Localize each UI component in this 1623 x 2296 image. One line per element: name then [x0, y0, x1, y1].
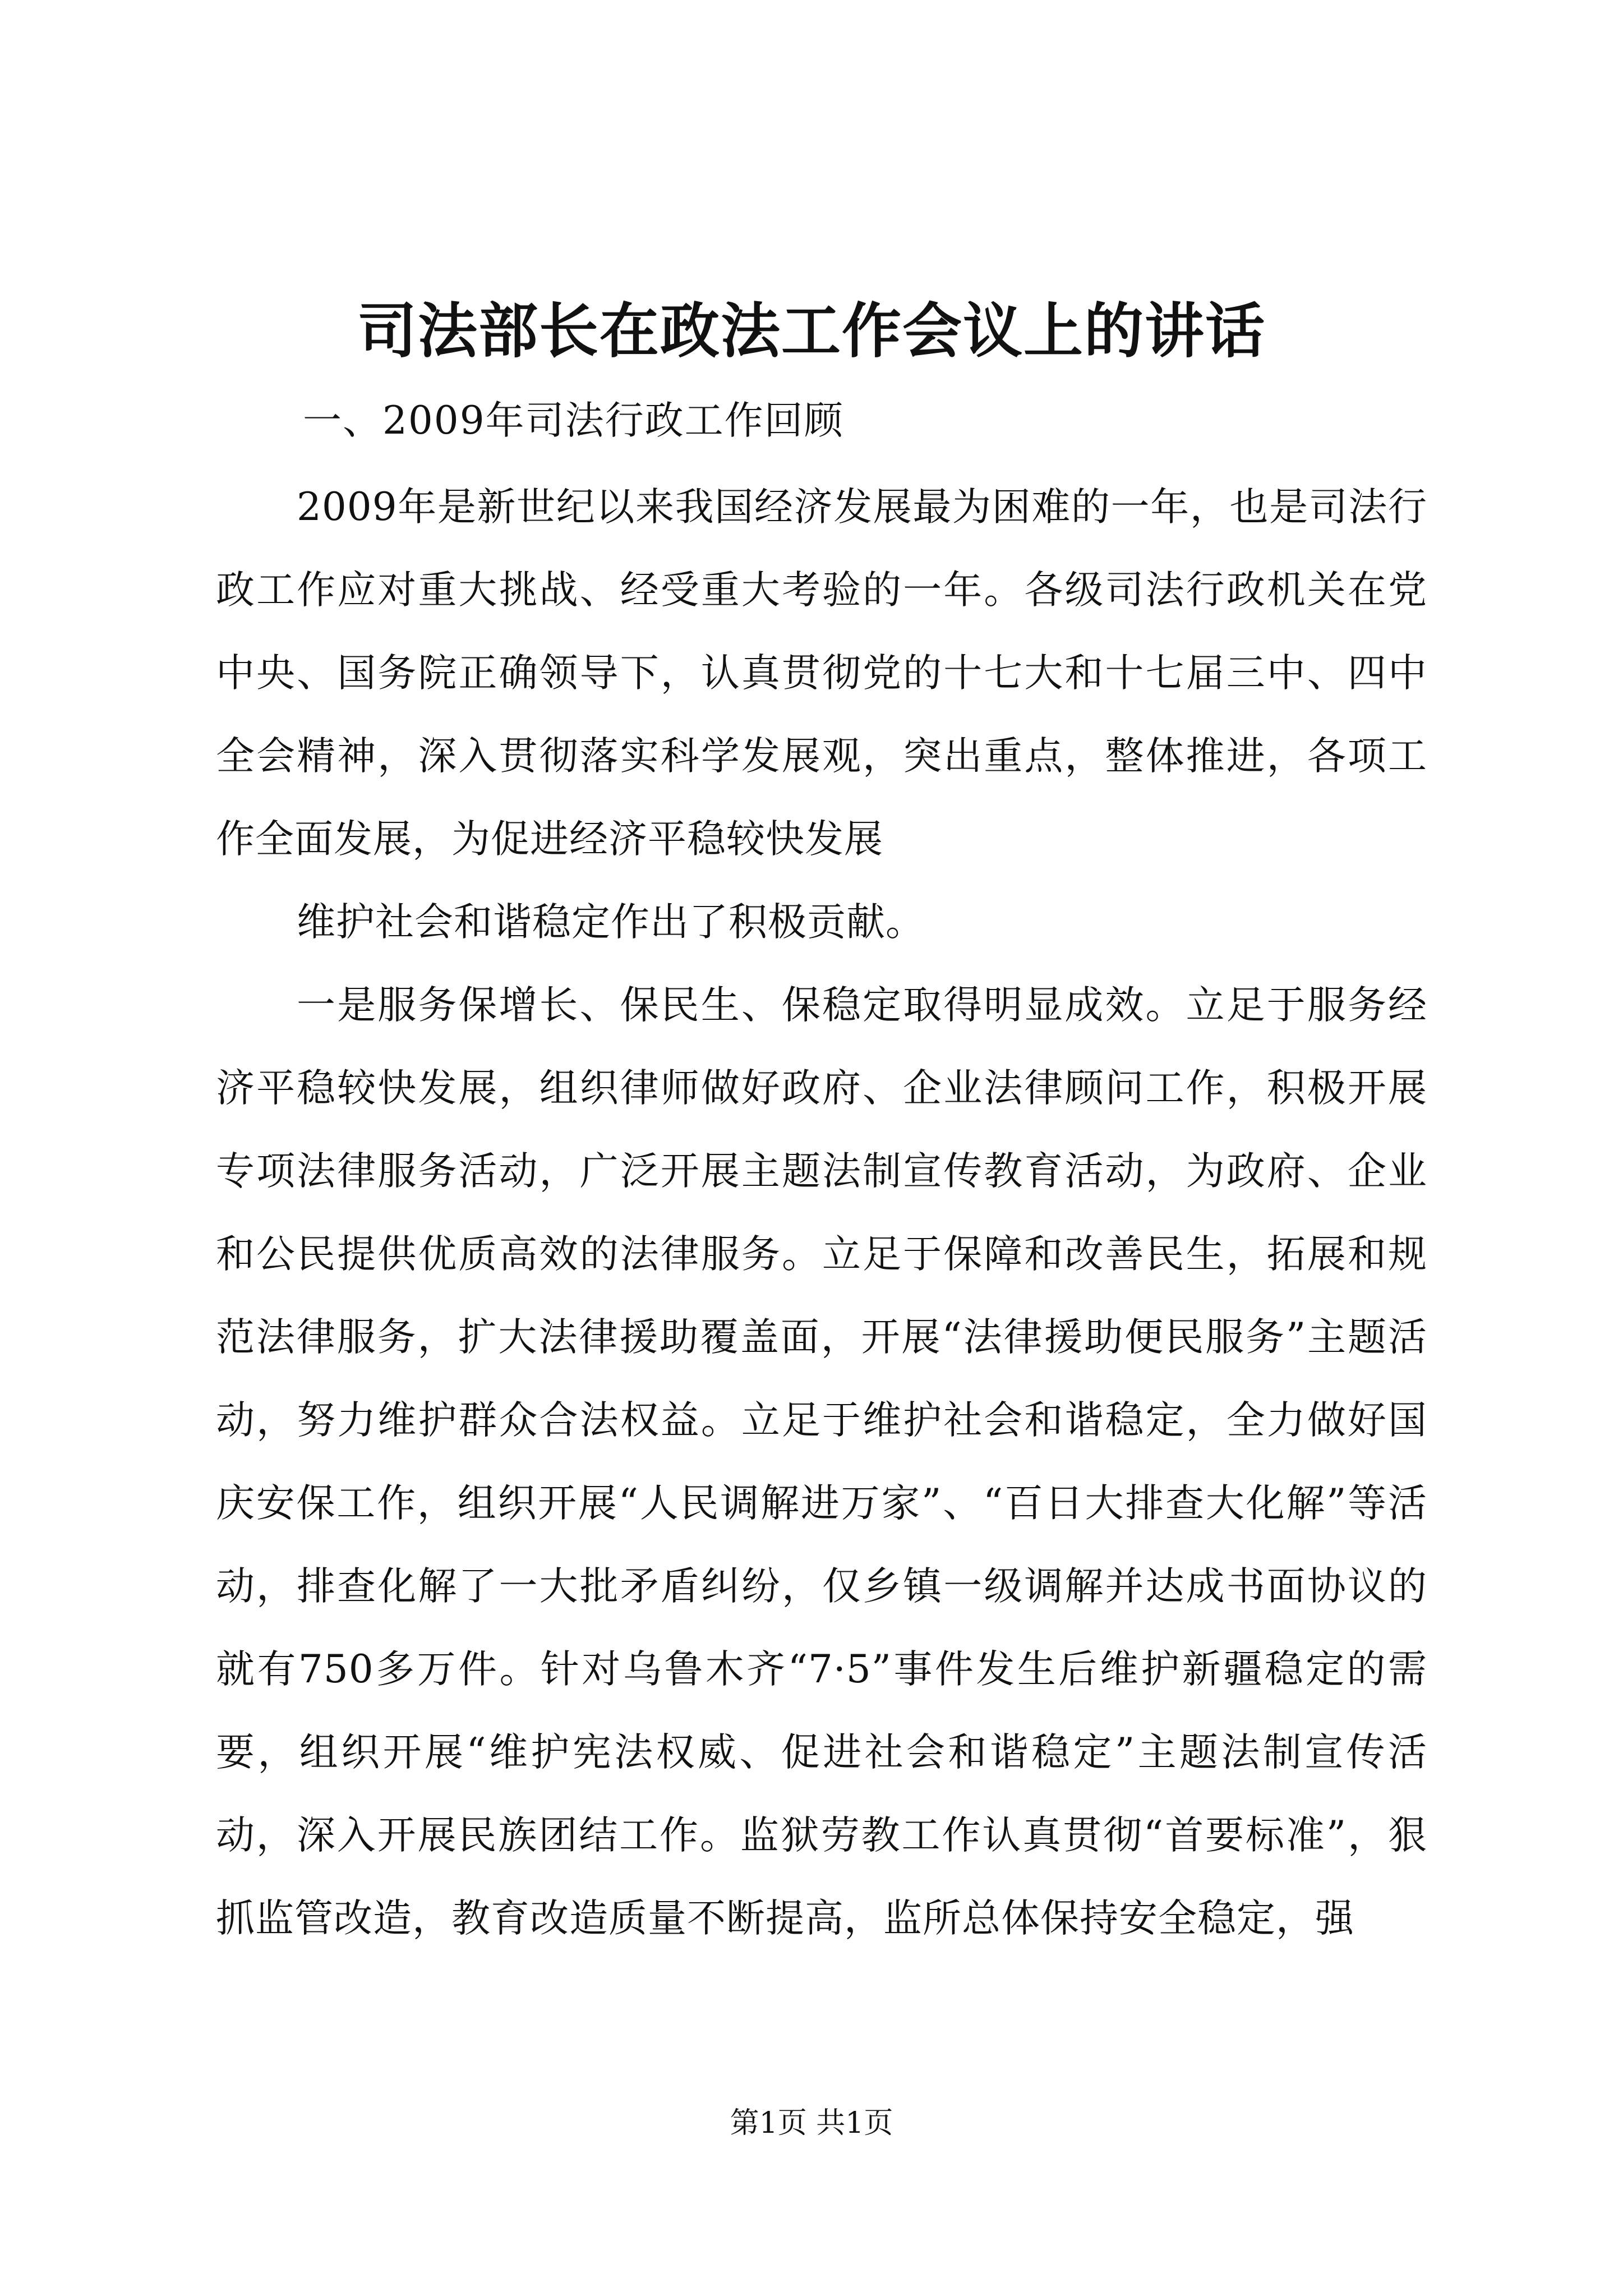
- page-footer: 第1页 共1页: [730, 2106, 893, 2140]
- paragraph: 一是服务保增长、保民生、保稳定取得明显成效。立足于服务经济平稳较快发展，组织律师做好政府、企业法律顾问工作，积极开展专项法律服务活动，广泛开展主题法制宣传教育活动，为政府、企业和公民提供优质高效的法律服务。立足于保障和改善民生，拓展和规范法律服务，扩大法律援助覆盖面，开展“法律援助便民服务”主题活动，努力维护群众合法权益。立足于维护社会和谐稳定，全力做好国庆安保工作，组织开展“人民调解进万家”、“百日大排查大化解”等活动，排查化解了一大批矛盾纠纷，仅乡镇一级调解并达成书面协议的就有750多万件。针对乌鲁木齐“7·5”事件发生后维护新疆稳定的需要，组织开展“维护宪法权威、促进社会和谐稳定”主题法制宣传活动，深入开展民族团结工作。监狱劳教工作认真贯彻“首要标准”，狠抓监管改造，教育改造质量不断提高，监所总体保持安全稳定，强: [216, 983, 1427, 1941]
- section-heading: 一、2009年司法行政工作回顾: [303, 398, 844, 443]
- paragraph: 2009年是新世纪以来我国经济发展最为困难的一年，也是司法行政工作应对重大挑战、经受重大考验的一年。各级司法行政机关在党中央、国务院正确领导下，认真贯彻党的十七大和十七届三中、四中全会精神，深入贯彻落实科学发展观，突出重点，整体推进，各项工作全面发展，为促进经济平稳较快发展: [216, 485, 1427, 862]
- document-title: 司法部长在政法工作会议上的讲话: [357, 296, 1266, 366]
- document-body: [216, 466, 1427, 1960]
- paragraph: 维护社会和谐稳定作出了积极贡献。: [297, 900, 925, 945]
